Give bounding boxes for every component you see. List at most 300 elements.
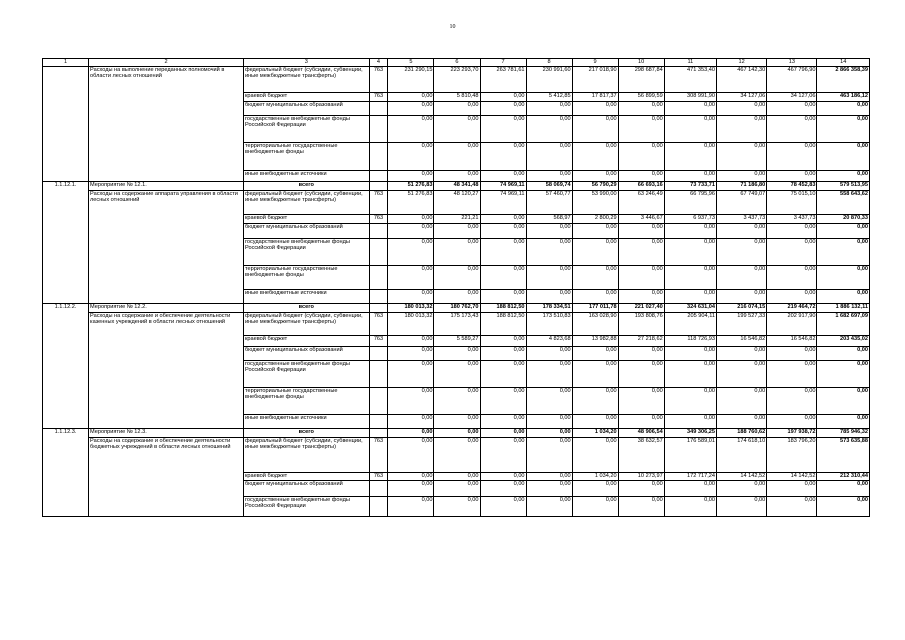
value-col11: 0,00 — [664, 388, 716, 415]
value-col6: 175 173,43 — [434, 313, 480, 336]
value-col5: 51 276,83 — [388, 191, 434, 215]
value-col13: 14 142,52 — [767, 473, 817, 481]
source-total-label: всего — [243, 429, 369, 438]
total-value-col13: 219 464,72 — [767, 304, 817, 313]
total-value-col11: 349 306,25 — [664, 429, 716, 438]
value-col7: 0,00 — [480, 224, 526, 239]
header-cell-8: 8 — [526, 59, 572, 67]
funding-source: иные внебюджетные источники — [243, 290, 369, 304]
budget-code: 763 — [369, 67, 388, 93]
total-value-col11: 324 631,04 — [664, 304, 716, 313]
value-col11: 118 726,93 — [664, 336, 716, 347]
value-col8: 0,00 — [526, 171, 572, 182]
value-col8: 0,00 — [526, 388, 572, 415]
budget-code: 763 — [369, 215, 388, 224]
total-value-col8: 0,00 — [526, 429, 572, 438]
value-col5: 180 013,32 — [388, 313, 434, 336]
budget-code — [369, 102, 388, 116]
value-col14: 0,00 — [817, 143, 870, 171]
total-value-col14: 785 946,32 — [817, 429, 870, 438]
value-col8: 0,00 — [526, 415, 572, 429]
value-col12: 16 546,82 — [717, 336, 767, 347]
value-col9: 0,00 — [572, 415, 618, 429]
header-cell-2: 2 — [89, 59, 244, 67]
value-col12: 0,00 — [717, 224, 767, 239]
value-col11: 0,00 — [664, 102, 716, 116]
page-number: 10 — [449, 24, 456, 30]
value-col11: 0,00 — [664, 266, 716, 290]
funding-source: территориальные государственные внебюджетные фонды — [243, 388, 369, 415]
value-col9: 0,00 — [572, 171, 618, 182]
value-col7: 0,00 — [480, 290, 526, 304]
value-col7: 0,00 — [480, 361, 526, 388]
value-col10: 0,00 — [618, 102, 664, 116]
funding-source: краевой бюджет — [243, 215, 369, 224]
value-col7: 0,00 — [480, 438, 526, 473]
funding-source: бюджет муниципальных образований — [243, 481, 369, 497]
value-col12: 0,00 — [717, 171, 767, 182]
value-col7: 0,00 — [480, 171, 526, 182]
value-col7: 0,00 — [480, 143, 526, 171]
value-col14: 2 866 358,39 — [817, 67, 870, 93]
value-col5: 0,00 — [388, 171, 434, 182]
total-value-col13: 78 452,83 — [767, 182, 817, 191]
value-col10: 0,00 — [618, 388, 664, 415]
value-col9: 17 817,37 — [572, 93, 618, 102]
value-col5: 0,00 — [388, 388, 434, 415]
value-col14: 0,00 — [817, 239, 870, 266]
header-cell-5: 5 — [388, 59, 434, 67]
value-col12: 67 749,07 — [717, 191, 767, 215]
measure-code: 1.1.12.2. — [43, 304, 89, 429]
funding-source: государственные внебюджетные фонды Российской Федерации — [243, 116, 369, 143]
value-col10: 193 808,76 — [618, 313, 664, 336]
value-col5: 0,00 — [388, 415, 434, 429]
value-col9: 0,00 — [572, 239, 618, 266]
total-value-col7: 188 812,50 — [480, 304, 526, 313]
total-value-col7: 74 969,11 — [480, 182, 526, 191]
measure-title: Мероприятие № 12.1. — [89, 182, 244, 191]
value-col11: 308 991,90 — [664, 93, 716, 102]
value-col14: 573 635,88 — [817, 438, 870, 473]
budget-code — [369, 304, 388, 313]
value-col8: 230 991,60 — [526, 67, 572, 93]
value-col8: 0,00 — [526, 473, 572, 481]
header-cell-10: 10 — [618, 59, 664, 67]
budget-code — [369, 266, 388, 290]
value-col11: 0,00 — [664, 347, 716, 361]
value-col5: 0,00 — [388, 290, 434, 304]
value-col7: 0,00 — [480, 415, 526, 429]
funding-source: государственные внебюджетные фонды Российской Федерации — [243, 239, 369, 266]
value-col13: 0,00 — [767, 171, 817, 182]
value-col7: 0,00 — [480, 215, 526, 224]
value-col8: 0,00 — [526, 438, 572, 473]
value-col12: 0,00 — [717, 102, 767, 116]
value-col6: 0,00 — [434, 266, 480, 290]
value-col11: 0,00 — [664, 361, 716, 388]
budget-code: 763 — [369, 191, 388, 215]
budget-code — [369, 182, 388, 191]
value-col13: 0,00 — [767, 388, 817, 415]
value-col8: 57 460,77 — [526, 191, 572, 215]
value-col11: 172 717,24 — [664, 473, 716, 481]
value-col9: 217 018,90 — [572, 67, 618, 93]
budget-code — [369, 481, 388, 497]
value-col8: 173 510,83 — [526, 313, 572, 336]
budget-code — [369, 224, 388, 239]
value-col12: 0,00 — [717, 497, 767, 517]
value-col8: 0,00 — [526, 347, 572, 361]
value-col14: 558 643,62 — [817, 191, 870, 215]
value-col14: 0,00 — [817, 497, 870, 517]
value-col6: 0,00 — [434, 415, 480, 429]
funding-source: иные внебюджетные источники — [243, 171, 369, 182]
budget-code — [369, 143, 388, 171]
header-cell-9: 9 — [572, 59, 618, 67]
funding-source: бюджет муниципальных образований — [243, 224, 369, 239]
value-col11: 0,00 — [664, 415, 716, 429]
value-col5: 0,00 — [388, 116, 434, 143]
value-col9: 0,00 — [572, 347, 618, 361]
expense-name: Расходы на содержание и обеспечение деятельности бюджетных учреждений в области лесных отношений — [89, 438, 244, 517]
value-col7: 0,00 — [480, 116, 526, 143]
measure-title: Мероприятие № 12.2. — [89, 304, 244, 313]
budget-code: 763 — [369, 438, 388, 473]
source-row — [43, 438, 870, 473]
funding-source: государственные внебюджетные фонды Российской Федерации — [243, 361, 369, 388]
budget-code — [369, 361, 388, 388]
value-col6: 0,00 — [434, 171, 480, 182]
value-col13: 16 546,82 — [767, 336, 817, 347]
value-col14: 0,00 — [817, 224, 870, 239]
budget-code: 763 — [369, 313, 388, 336]
measure-code: 1.1.12.3. — [43, 429, 89, 517]
value-col10: 38 632,57 — [618, 438, 664, 473]
value-col6: 0,00 — [434, 116, 480, 143]
value-col10: 0,00 — [618, 239, 664, 266]
total-value-col11: 73 733,71 — [664, 182, 716, 191]
value-col12: 14 142,52 — [717, 473, 767, 481]
value-col12: 0,00 — [717, 266, 767, 290]
measure-code — [43, 67, 89, 182]
value-col11: 0,00 — [664, 171, 716, 182]
value-col9: 0,00 — [572, 290, 618, 304]
funding-source: иные внебюджетные источники — [243, 415, 369, 429]
value-col14: 0,00 — [817, 361, 870, 388]
value-col6: 0,00 — [434, 473, 480, 481]
value-col11: 0,00 — [664, 497, 716, 517]
source-row — [43, 67, 870, 93]
value-col13: 0,00 — [767, 224, 817, 239]
value-col9: 1 034,20 — [572, 473, 618, 481]
total-value-col8: 58 069,74 — [526, 182, 572, 191]
total-row — [43, 304, 870, 313]
value-col13: 0,00 — [767, 239, 817, 266]
value-col8: 0,00 — [526, 290, 572, 304]
value-col12: 3 437,73 — [717, 215, 767, 224]
budget-code — [369, 429, 388, 438]
value-col8: 0,00 — [526, 116, 572, 143]
value-col8: 0,00 — [526, 361, 572, 388]
value-col14: 0,00 — [817, 102, 870, 116]
value-col11: 6 937,73 — [664, 215, 716, 224]
value-col9: 0,00 — [572, 102, 618, 116]
value-col13: 0,00 — [767, 497, 817, 517]
value-col7: 188 812,50 — [480, 313, 526, 336]
value-col14: 20 870,33 — [817, 215, 870, 224]
value-col8: 0,00 — [526, 497, 572, 517]
value-col5: 0,00 — [388, 93, 434, 102]
value-col13: 75 015,10 — [767, 191, 817, 215]
value-col14: 203 435,02 — [817, 336, 870, 347]
measure-title: Мероприятие № 12.3. — [89, 429, 244, 438]
value-col7: 263 781,61 — [480, 67, 526, 93]
total-value-col6: 48 341,48 — [434, 182, 480, 191]
value-col14: 0,00 — [817, 171, 870, 182]
value-col13: 0,00 — [767, 143, 817, 171]
total-value-col8: 178 334,51 — [526, 304, 572, 313]
value-col14: 0,00 — [817, 388, 870, 415]
budget-code: 763 — [369, 93, 388, 102]
value-col14: 0,00 — [817, 116, 870, 143]
value-col6: 0,00 — [434, 102, 480, 116]
value-col7: 74 969,11 — [480, 191, 526, 215]
value-col12: 34 127,06 — [717, 93, 767, 102]
expense-name: Расходы на выполнение переданных полномочий в области лесных отношений — [89, 67, 244, 182]
budget-code — [369, 497, 388, 517]
value-col6: 0,00 — [434, 143, 480, 171]
budget-code: 763 — [369, 336, 388, 347]
value-col12: 0,00 — [717, 116, 767, 143]
value-col6: 0,00 — [434, 438, 480, 473]
value-col5: 0,00 — [388, 239, 434, 266]
value-col13: 0,00 — [767, 347, 817, 361]
value-col9: 0,00 — [572, 361, 618, 388]
header-row — [43, 59, 870, 67]
value-col5: 0,00 — [388, 143, 434, 171]
value-col10: 0,00 — [618, 266, 664, 290]
total-value-col6: 180 762,70 — [434, 304, 480, 313]
value-col10: 0,00 — [618, 290, 664, 304]
value-col14: 463 186,12 — [817, 93, 870, 102]
value-col7: 0,00 — [480, 239, 526, 266]
funding-source: федеральный бюджет (субсидии, субвенции, иные межбюджетные трансферты) — [243, 191, 369, 215]
value-col7: 0,00 — [480, 347, 526, 361]
value-col10: 0,00 — [618, 347, 664, 361]
header-cell-1: 1 — [43, 59, 89, 67]
header-cell-13: 13 — [767, 59, 817, 67]
value-col10: 0,00 — [618, 143, 664, 171]
value-col7: 0,00 — [480, 102, 526, 116]
budget-code — [369, 388, 388, 415]
value-col10: 27 218,62 — [618, 336, 664, 347]
total-value-col6: 0,00 — [434, 429, 480, 438]
value-col5: 0,00 — [388, 473, 434, 481]
total-value-col5: 51 276,83 — [388, 182, 434, 191]
value-col14: 212 310,44 — [817, 473, 870, 481]
value-col12: 0,00 — [717, 347, 767, 361]
total-value-col14: 1 886 132,11 — [817, 304, 870, 313]
value-col8: 0,00 — [526, 143, 572, 171]
budget-code — [369, 290, 388, 304]
source-total-label: всего — [243, 182, 369, 191]
budget-code — [369, 116, 388, 143]
value-col10: 0,00 — [618, 224, 664, 239]
total-row — [43, 429, 870, 438]
value-col9: 53 990,00 — [572, 191, 618, 215]
value-col13: 0,00 — [767, 415, 817, 429]
value-col10: 0,00 — [618, 415, 664, 429]
value-col6: 0,00 — [434, 361, 480, 388]
value-col13: 0,00 — [767, 481, 817, 497]
value-col12: 467 142,30 — [717, 67, 767, 93]
value-col7: 0,00 — [480, 497, 526, 517]
value-col6: 5 589,27 — [434, 336, 480, 347]
total-value-col10: 66 693,16 — [618, 182, 664, 191]
value-col6: 0,00 — [434, 481, 480, 497]
value-col12: 174 618,10 — [717, 438, 767, 473]
budget-code: 763 — [369, 473, 388, 481]
value-col10: 0,00 — [618, 481, 664, 497]
total-value-col12: 216 074,15 — [717, 304, 767, 313]
value-col11: 0,00 — [664, 116, 716, 143]
value-col9: 2 800,29 — [572, 215, 618, 224]
value-col13: 0,00 — [767, 266, 817, 290]
value-col9: 13 982,88 — [572, 336, 618, 347]
value-col9: 0,00 — [572, 224, 618, 239]
funding-source: краевой бюджет — [243, 473, 369, 481]
value-col13: 0,00 — [767, 361, 817, 388]
header-cell-14: 14 — [817, 59, 870, 67]
value-col7: 0,00 — [480, 336, 526, 347]
budget-code — [369, 347, 388, 361]
value-col6: 0,00 — [434, 239, 480, 266]
value-col9: 0,00 — [572, 266, 618, 290]
value-col9: 0,00 — [572, 497, 618, 517]
funding-source: бюджет муниципальных образований — [243, 102, 369, 116]
value-col5: 0,00 — [388, 481, 434, 497]
value-col12: 199 527,33 — [717, 313, 767, 336]
value-col14: 0,00 — [817, 290, 870, 304]
total-value-col10: 48 906,54 — [618, 429, 664, 438]
value-col10: 298 687,84 — [618, 67, 664, 93]
source-row — [43, 191, 870, 215]
value-col6: 0,00 — [434, 290, 480, 304]
value-col8: 5 412,85 — [526, 93, 572, 102]
value-col10: 10 273,97 — [618, 473, 664, 481]
value-col12: 0,00 — [717, 143, 767, 171]
total-value-col13: 197 938,72 — [767, 429, 817, 438]
source-total-label: всего — [243, 304, 369, 313]
value-col11: 471 353,40 — [664, 67, 716, 93]
value-col8: 4 823,68 — [526, 336, 572, 347]
value-col13: 467 796,90 — [767, 67, 817, 93]
header-cell-3: 3 — [243, 59, 369, 67]
value-col10: 0,00 — [618, 116, 664, 143]
value-col11: 0,00 — [664, 481, 716, 497]
value-col12: 0,00 — [717, 415, 767, 429]
value-col10: 56 899,59 — [618, 93, 664, 102]
value-col5: 231 290,15 — [388, 67, 434, 93]
total-value-col9: 56 790,29 — [572, 182, 618, 191]
value-col8: 0,00 — [526, 224, 572, 239]
value-col12: 0,00 — [717, 290, 767, 304]
value-col13: 0,00 — [767, 290, 817, 304]
value-col11: 66 795,96 — [664, 191, 716, 215]
value-col12: 0,00 — [717, 388, 767, 415]
value-col13: 0,00 — [767, 116, 817, 143]
funding-source: бюджет муниципальных образований — [243, 347, 369, 361]
value-col5: 0,00 — [388, 438, 434, 473]
funding-source: федеральный бюджет (субсидии, субвенции, иные межбюджетные трансферты) — [243, 438, 369, 473]
value-col10: 0,00 — [618, 497, 664, 517]
value-col14: 1 682 697,09 — [817, 313, 870, 336]
funding-source: федеральный бюджет (субсидии, субвенции, иные межбюджетные трансферты) — [243, 67, 369, 93]
value-col12: 0,00 — [717, 361, 767, 388]
value-col10: 63 246,49 — [618, 191, 664, 215]
value-col5: 0,00 — [388, 361, 434, 388]
value-col7: 0,00 — [480, 266, 526, 290]
value-col6: 223 293,70 — [434, 67, 480, 93]
value-col6: 0,00 — [434, 388, 480, 415]
measure-code: 1.1.12.1. — [43, 182, 89, 304]
total-value-col5: 180 013,32 — [388, 304, 434, 313]
value-col11: 0,00 — [664, 143, 716, 171]
value-col8: 0,00 — [526, 266, 572, 290]
total-row — [43, 182, 870, 191]
value-col8: 0,00 — [526, 481, 572, 497]
value-col7: 0,00 — [480, 473, 526, 481]
value-col14: 0,00 — [817, 481, 870, 497]
value-col11: 0,00 — [664, 239, 716, 266]
value-col5: 0,00 — [388, 347, 434, 361]
value-col10: 0,00 — [618, 171, 664, 182]
header-cell-11: 11 — [664, 59, 716, 67]
value-col6: 0,00 — [434, 347, 480, 361]
value-col7: 0,00 — [480, 481, 526, 497]
value-col13: 183 796,20 — [767, 438, 817, 473]
total-value-col10: 221 027,40 — [618, 304, 664, 313]
total-value-col9: 1 034,20 — [572, 429, 618, 438]
budget-table — [42, 58, 870, 517]
value-col11: 0,00 — [664, 224, 716, 239]
value-col5: 0,00 — [388, 266, 434, 290]
budget-code — [369, 415, 388, 429]
funding-source: территориальные государственные внебюджетные фонды — [243, 266, 369, 290]
funding-source: краевой бюджет — [243, 336, 369, 347]
total-value-col14: 579 513,95 — [817, 182, 870, 191]
value-col6: 0,00 — [434, 497, 480, 517]
funding-source: территориальные государственные внебюджетные фонды — [243, 143, 369, 171]
header-cell-12: 12 — [717, 59, 767, 67]
value-col12: 0,00 — [717, 239, 767, 266]
total-value-col5: 0,00 — [388, 429, 434, 438]
value-col13: 3 437,73 — [767, 215, 817, 224]
budget-code — [369, 239, 388, 266]
value-col7: 0,00 — [480, 388, 526, 415]
source-row — [43, 313, 870, 336]
funding-source: краевой бюджет — [243, 93, 369, 102]
value-col5: 0,00 — [388, 497, 434, 517]
value-col13: 202 917,90 — [767, 313, 817, 336]
value-col9: 0,00 — [572, 143, 618, 171]
budget-code — [369, 171, 388, 182]
total-value-col12: 71 186,80 — [717, 182, 767, 191]
value-col10: 3 446,67 — [618, 215, 664, 224]
value-col12: 0,00 — [717, 481, 767, 497]
value-col13: 34 127,06 — [767, 93, 817, 102]
